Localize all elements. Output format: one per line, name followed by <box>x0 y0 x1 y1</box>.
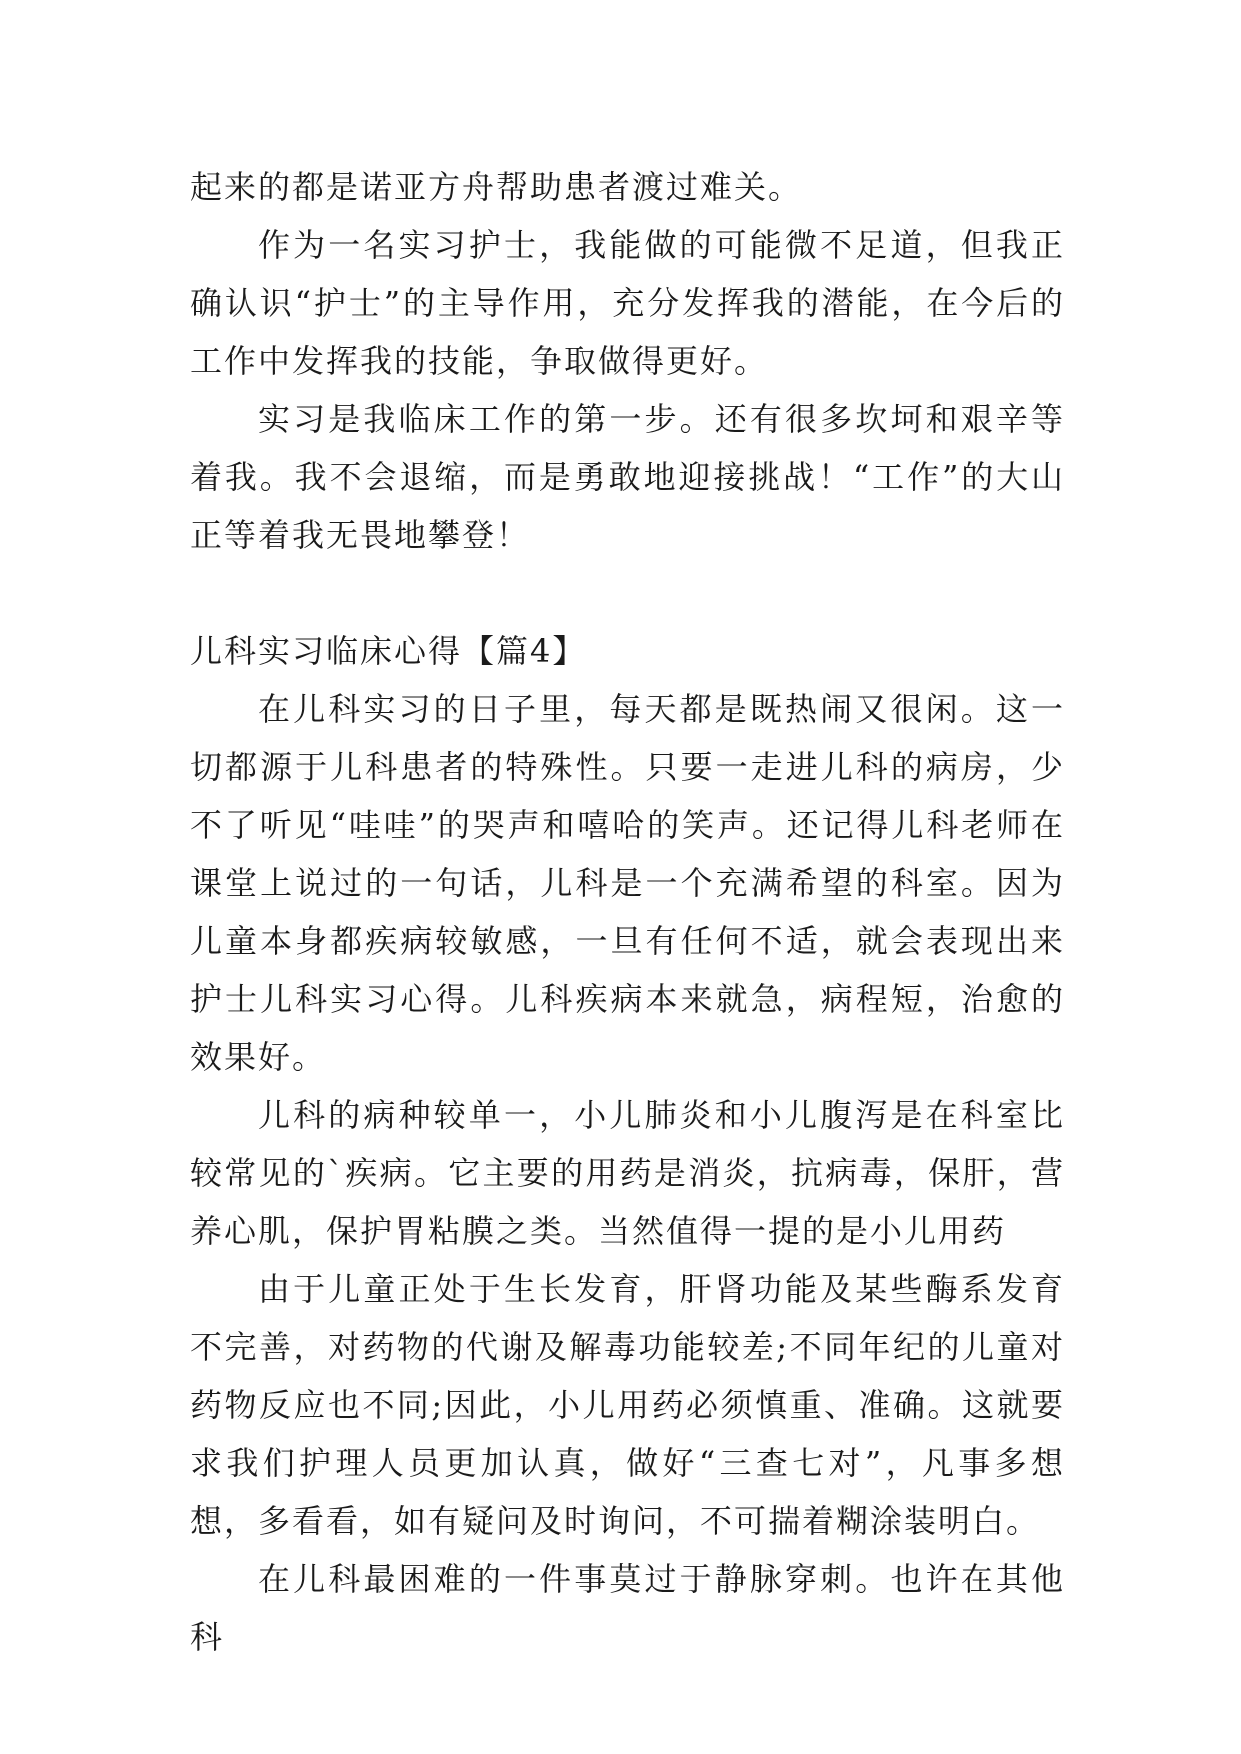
document-body <box>190 158 1065 1666</box>
paragraph: 在儿科实习的日子里，每天都是既热闹又很闲。这一切都源于儿科患者的特殊性。只要一走进儿科的病房，少不了听见“哇哇”的哭声和嘻哈的笑声。还记得儿科老师在课堂上说过的一句话，儿科是一个充满希望的科室。因为儿童本身都疾病较敏感，一旦有任何不适，就会表现出来护士儿科实习心得。儿科疾病本来就急，病程短，治愈的效果好。 <box>190 690 1065 1076</box>
paragraph: 实习是我临床工作的第一步。还有很多坎坷和艰辛等着我。我不会退缩，而是勇敢地迎接挑战！“工作”的大山正等着我无畏地攀登！ <box>190 400 1065 554</box>
paragraph: 起来的都是诺亚方舟帮助患者渡过难关。 <box>190 168 803 206</box>
section-title: 儿科实习临床心得【篇4】 <box>190 632 587 670</box>
paragraph: 儿科的病种较单一，小儿肺炎和小儿腹泻是在科室比较常见的`疾病。它主要的用药是消炎，抗病毒，保肝，营养心肌，保护胃粘膜之类。当然值得一提的是小儿用药 <box>190 1096 1065 1250</box>
paragraph: 由于儿童正处于生长发育，肝肾功能及某些酶系发育不完善，对药物的代谢及解毒功能较差;不同年纪的儿童对药物反应也不同;因此，小儿用药必须慎重、准确。这就要求我们护理人员更加认真，做好“三查七对”，凡事多想想，多看看，如有疑问及时询问，不可揣着糊涂装明白。 <box>190 1270 1065 1540</box>
paragraph: 作为一名实习护士，我能做的可能微不足道，但我正确认识“护士”的主导作用，充分发挥我的潜能，在今后的工作中发挥我的技能，争取做得更好。 <box>190 226 1065 380</box>
paragraph: 在儿科最困难的一件事莫过于静脉穿刺。也许在其他科 <box>190 1560 1065 1656</box>
